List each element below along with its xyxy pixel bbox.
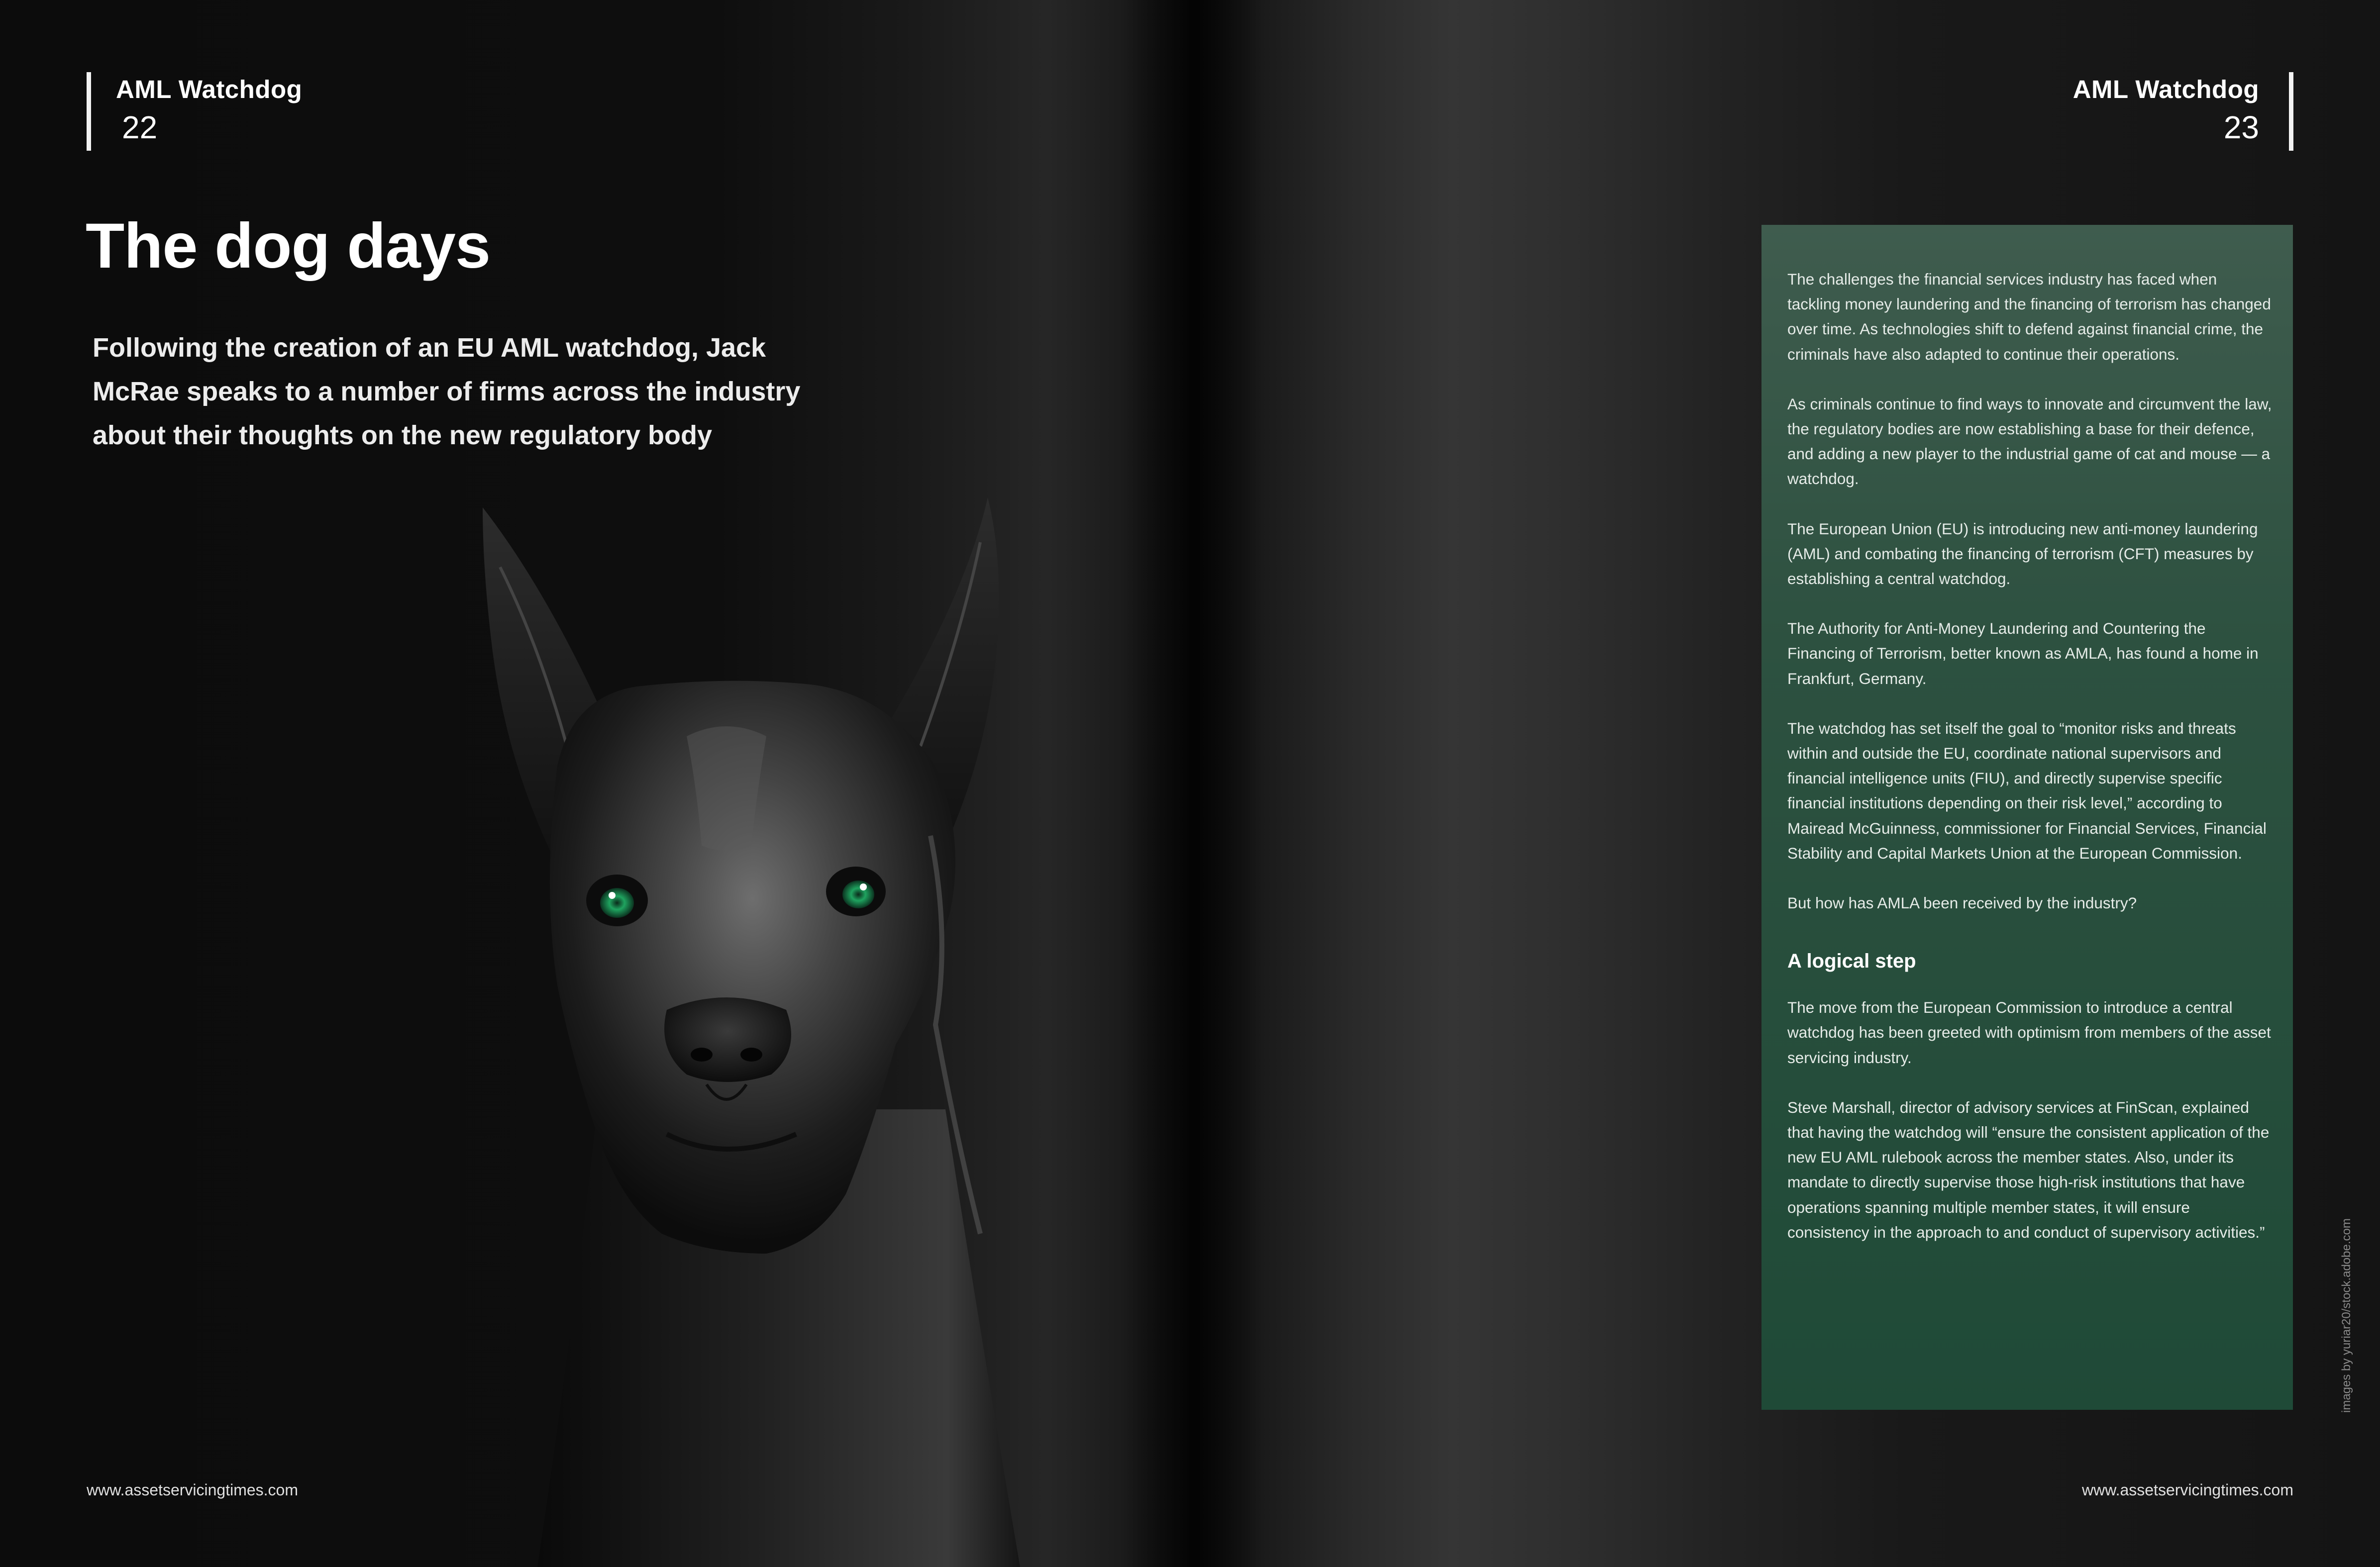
article-body	[1787, 267, 2273, 1270]
right-page-header	[2073, 72, 2293, 151]
paragraph: But how has AMLA been received by the industry?	[1787, 894, 2137, 912]
section-name: AML Watchdog	[2072, 75, 2259, 103]
standfirst: Following the creation of an EU AML watchdog, Jack McRae speaks to a number of firms across the industry about their thoughts on the new regulatory body	[93, 333, 801, 450]
subheading: A logical step	[1787, 950, 1916, 973]
page-number: 22	[122, 109, 158, 145]
paragraph: Steve Marshall, director of advisory services at FinScan, explained that having the watchdog will “ensure the consistent application of the new EU AML rulebook across the member states. Also, under its mandate to directly supervise those high-risk institutions that have operations spanning multiple member states, it will ensure consistency in the approach to and conduct of supervisory activities.”	[1787, 1098, 2270, 1241]
spine-shadow	[1125, 0, 1264, 1567]
paragraph: As criminals continue to find ways to innovate and circumvent the law, the regulatory bodies are now establishing a base for their defence, and adding a new player to the industrial game of cat and mouse — a watchdog.	[1787, 394, 2272, 488]
paragraph: The challenges the financial services industry has faced when tackling money laundering and the financing of terrorism has changed over time. As technologies shift to defend against financial crime, the criminals have also adapted to continue their operations.	[1787, 270, 2271, 363]
article-text-panel	[1761, 225, 2293, 1410]
doberman-photo	[408, 488, 1045, 1567]
paragraph: The move from the European Commission to introduce a central watchdog has been greeted with optimism from members of the asset servicing industry.	[1787, 998, 2271, 1067]
page-number: 23	[2223, 109, 2259, 145]
left-page-header	[87, 72, 302, 151]
section-name: AML Watchdog	[116, 75, 303, 103]
footer-url[interactable]: www.assetservicingtimes.com	[87, 1481, 298, 1499]
paragraph: The watchdog has set itself the goal to “monitor risks and threats within and outside the EU, coordinate national supervisors and financial intelligence units (FIU), and directly supervise specific financial institutions depending on their risk level,” according to Mairead McGuinness, commissioner for Financial Services, Financial Stability and Capital Markets Union at the European Commission.	[1787, 719, 2267, 862]
article-title: The dog days	[86, 210, 490, 282]
footer-url[interactable]: www.assetservicingtimes.com	[2082, 1481, 2293, 1499]
paragraph: The European Union (EU) is introducing new anti-money laundering (AML) and combating the financing of terrorism (CFT) measures by establishing a central watchdog.	[1787, 519, 2258, 588]
photo-credit: images by yuriar20/stock.adobe.com	[2340, 1218, 2353, 1413]
paragraph: The Authority for Anti-Money Laundering and Countering the Financing of Terrorism, better known as AMLA, has found a home in Frankfurt, Germany.	[1787, 619, 2259, 687]
